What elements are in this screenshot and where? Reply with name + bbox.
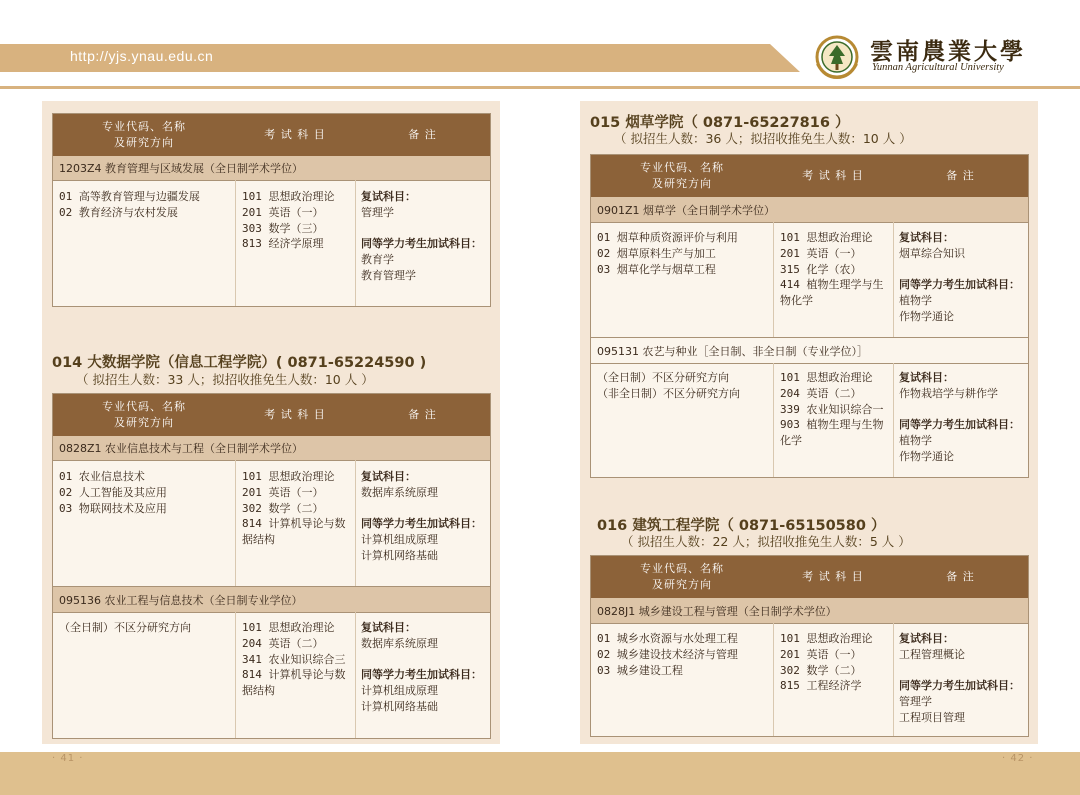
college-015-title: 015 烟草学院（ 0871-65227816 ） (590, 115, 850, 131)
major-row: 0828J1 城乡建设工程与管理（全日制学术学位） (591, 598, 1028, 623)
research-directions: （全日制）不区分研究方向 (59, 621, 191, 634)
footer-band (0, 752, 1080, 795)
college-014-quota: （ 拟招生人数：33 人；拟招收推免生人数：10 人 ） (76, 372, 374, 387)
col-header-remarks: 备 注 (408, 128, 437, 141)
brand-name-english: Yunnan Agricultural University (872, 62, 1004, 73)
col-header-subjects: 考 试 科 目 (802, 169, 864, 182)
website-url[interactable]: http://yjs.ynau.edu.cn (70, 48, 214, 64)
retest-label: 复试科目： (361, 190, 416, 203)
exam-subjects: 101 思想政治理论 204 英语（二） 339 农业知识综合一 903 植物生理与生物 化学 (780, 371, 884, 448)
exam-subjects: 101 思想政治理论 201 英语（一） 302 数学（二） 815 工程经济学 (780, 632, 873, 693)
header-divider (0, 86, 1080, 89)
brand-name-chinese: 雲南農業大學 (870, 38, 1026, 65)
retest-label: 复试科目： (899, 231, 954, 244)
exam-subjects: 101 思想政治理论 201 英语（一） 302 数学（二） 814 计算机导论与数 据结构 (242, 470, 346, 547)
col-header-major: 专业代码、名称 及研究方向 (640, 562, 724, 591)
research-directions: 01 烟草种质资源评价与利用 02 烟草原料生产与加工 03 烟草化学与烟草工程 (597, 231, 738, 276)
col-header-major: 专业代码、名称 及研究方向 (640, 161, 724, 190)
retest-subjects: 作物栽培学与耕作学 (899, 387, 998, 400)
col-header-subjects: 考 试 科 目 (802, 570, 864, 583)
extra-subjects: 计算机组成原理 计算机网络基础 (361, 684, 438, 713)
extra-subjects: 植物学 作物学通论 (899, 294, 954, 323)
major-row: 095131 农艺与种业［全日制、非全日制（专业学位）］ (591, 338, 1028, 363)
extra-subjects: 计算机组成原理 计算机网络基础 (361, 533, 438, 562)
page-number-left: · 41 · (52, 753, 84, 764)
retest-label: 复试科目： (361, 470, 416, 483)
table-college-015 (590, 154, 1029, 478)
extra-label: 同等学力考生加试科目： (361, 237, 482, 250)
extra-label: 同等学力考生加试科目： (899, 278, 1020, 291)
extra-subjects: 植物学 作物学通论 (899, 434, 954, 463)
research-directions: （全日制）不区分研究方向 （非全日制）不区分研究方向 (597, 371, 740, 400)
page-number-right: · 42 · (1002, 753, 1034, 764)
col-header-subjects: 考 试 科 目 (264, 128, 326, 141)
extra-label: 同等学力考生加试科目： (361, 517, 482, 530)
extra-subjects: 教育学 教育管理学 (361, 253, 416, 282)
exam-subjects: 101 思想政治理论 201 英语（一） 303 数学（三） 813 经济学原理 (242, 190, 335, 251)
extra-label: 同等学力考生加试科目： (899, 679, 1020, 692)
university-logo-icon (812, 34, 862, 80)
major-row: 095136 农业工程与信息技术（全日制专业学位） (53, 587, 490, 612)
retest-subjects: 工程管理概论 (899, 648, 965, 661)
research-directions: 01 高等教育管理与边疆发展 02 教育经济与农村发展 (59, 190, 200, 219)
extra-label: 同等学力考生加试科目： (899, 418, 1020, 431)
college-016-quota: （ 拟招生人数：22 人；拟招收推免生人数：5 人 ） (621, 534, 911, 549)
col-header-subjects: 考 试 科 目 (264, 408, 326, 421)
extra-subjects: 管理学 工程项目管理 (899, 695, 965, 724)
col-header-major: 专业代码、名称 及研究方向 (102, 400, 186, 429)
retest-subjects: 烟草综合知识 (899, 247, 965, 260)
col-header-remarks: 备 注 (408, 408, 437, 421)
major-row: 0901Z1 烟草学（全日制学术学位） (591, 197, 1028, 222)
retest-label: 复试科目： (899, 632, 954, 645)
research-directions: 01 城乡水资源与水处理工程 02 城乡建设技术经济与管理 03 城乡建设工程 (597, 632, 738, 677)
extra-label: 同等学力考生加试科目： (361, 668, 482, 681)
col-header-major: 专业代码、名称 及研究方向 (102, 120, 186, 149)
exam-subjects: 101 思想政治理论 204 英语（二） 341 农业知识综合三 814 计算机导论与数 据结构 (242, 621, 346, 698)
major-row: 0828Z1 农业信息技术与工程（全日制学术学位） (53, 436, 490, 460)
col-header-remarks: 备 注 (946, 570, 975, 583)
retest-label: 复试科目： (899, 371, 954, 384)
research-directions: 01 农业信息技术 02 人工智能及其应用 03 物联网技术及应用 (59, 470, 167, 515)
college-015-quota: （ 拟招生人数：36 人；拟招收推免生人数：10 人 ） (614, 131, 912, 146)
major-row: 1203Z4 教育管理与区域发展（全日制学术学位） (53, 156, 490, 180)
college-016-title: 016 建筑工程学院（ 0871-65150580 ） (597, 518, 886, 534)
exam-subjects: 101 思想政治理论 201 英语（一） 315 化学（农） 414 植物生理学与生 物化学 (780, 231, 884, 308)
retest-subjects: 数据库系统原理 (361, 486, 438, 499)
retest-subjects: 管理学 (361, 206, 394, 219)
table-college-016 (590, 555, 1029, 737)
table-college-014 (52, 393, 491, 739)
col-header-remarks: 备 注 (946, 169, 975, 182)
table-1203Z4 (52, 113, 491, 307)
college-014-title: 014 大数据学院（信息工程学院）( 0871-65224590 ) (52, 355, 427, 371)
retest-label: 复试科目： (361, 621, 416, 634)
retest-subjects: 数据库系统原理 (361, 637, 438, 650)
